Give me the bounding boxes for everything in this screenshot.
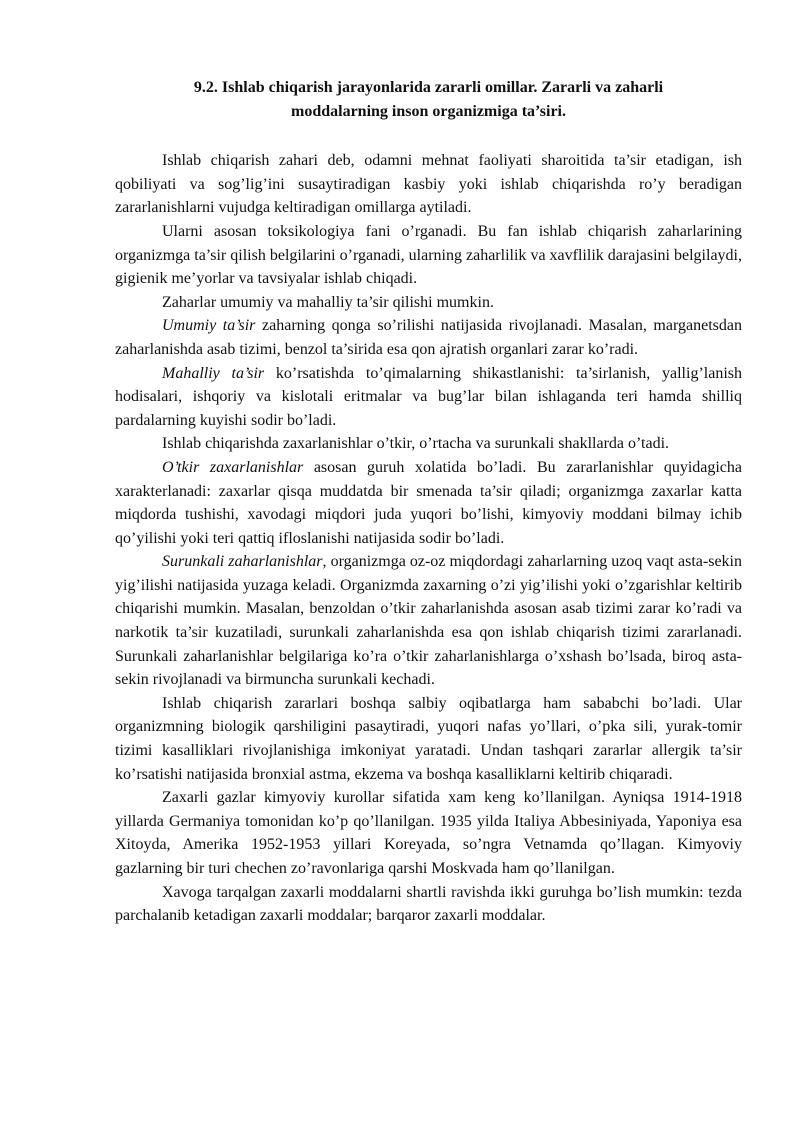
italic-lead: O’tkir zaxarlanishlar bbox=[162, 458, 304, 476]
paragraph-10 bbox=[115, 786, 742, 880]
italic-lead: Umumiy ta’sir bbox=[162, 317, 256, 335]
paragraph-text: Ishlab chiqarish zahari deb, odamni mehnat faoliyati sharoitida ta’sir etadigan, ish qobiliyati va sog’lig’ini susaytiradigan kasbiy yoki ishlab chiqarishda ro’y beradigan zararlanishlarni vujudga keltiradigan omillarga aytiladi. bbox=[115, 152, 742, 217]
paragraph-text: asosan guruh xolatida bo’ladi. Bu zararlanishlar quyidagicha xarakterlanadi: zaxarlar qisqa muddatda bir smenada ta’sir qiladi; organizmga zaxarlar katta miqdorda tushishi, xavodagi miqdori juda yuqori bo’lishi, kimyoviy moddani bilmay ichib qo’yilishi yoki teri qattiq ifloslanishi natijasida sodir bo’ladi. bbox=[115, 458, 743, 547]
document-page bbox=[115, 76, 742, 928]
paragraph-text: zaharning qonga so’rilishi natijasida rivojlanadi. Masalan, marganetsdan zaharlanishda asab tizimi, benzol ta’sirida esa qon ajratish organlari zarar ko’radi. bbox=[115, 317, 742, 358]
paragraph-11 bbox=[115, 881, 742, 928]
paragraph-8 bbox=[115, 550, 742, 692]
paragraph-7 bbox=[115, 456, 742, 550]
paragraph-text: Ularni asosan toksikologiya fani o’rganadi. Bu fan ishlab chiqarish zaharlarining organizmga ta’sir qilish belgilarini o’rganadi, ularning zaharlilik va xavflilik darajasini belgilaydi, gigienik me’yorlar va tavsiyalar ishlab chiqadi. bbox=[115, 222, 742, 288]
paragraph-4 bbox=[115, 314, 742, 361]
paragraph-6 bbox=[115, 432, 742, 456]
italic-lead: Surunkali zaharlanishlar bbox=[162, 553, 323, 571]
paragraph-text: Ishlab chiqarishda zaxarlanishlar o’tkir, o’rtacha va surunkali shakllarda o’tadi. bbox=[162, 435, 670, 453]
paragraph-2 bbox=[115, 220, 742, 291]
body-text bbox=[115, 149, 742, 928]
section-title-line-2: moddalarning inson organizmiga ta’siri. bbox=[291, 102, 566, 120]
paragraph-text: , organizmga oz-oz miqdordagi zaharlarning uzoq vaqt asta-sekin yig’ilishi natijasida yuzaga keladi. Organizmda zaxarning o’zi yig’ilishi yoki o’zgarishlar keltirib chiqarishi mumkin. Masalan, benzoldan o’tkir zaharlanishda asosan asab tizimi zarar ko’radi va narkotik ta’sir kuzatiladi, surunkali zaharlanishda esa qon ishlab chiqarish tizimi zararlanadi. Surunkali zaharlanishlar belgilariga ko’ra o’tkir zaharlanishlarga o’xshash bo’lsada, biroq asta-sekin rivojlanadi va birmuncha surunkali kechadi. bbox=[115, 553, 742, 689]
paragraph-text: Ishlab chiqarish zararlari boshqa salbiy oqibatlarga ham sababchi bo’ladi. Ular organizmning biologik qarshiligini pasaytiradi, yuqori nafas yo’llari, o’pka sili, yurak-tomir tizimi kasalliklari rivojlanishiga imkoniyat yaratadi. Undan tashqari zararlar allergik ta’sir ko’rsatishi natijasida bronxial astma, ekzema va boshqa kasalliklarni keltirib chiqaradi. bbox=[115, 694, 742, 783]
section-title bbox=[115, 76, 742, 123]
paragraph-text: Zaharlar umumiy va mahalliy ta’sir qilishi mumkin. bbox=[162, 293, 494, 311]
italic-lead: Mahalliy ta’sir bbox=[162, 364, 265, 382]
paragraph-3 bbox=[115, 291, 742, 315]
paragraph-text: ko’rsatishda to’qimalarning shikastlanishi: ta’sirlanish, yallig’lanish hodisalari, ishqoriy va kislotali eritmalar va bug’lar bilan ishlaganda teri hamda shilliq pardalarning kuyishi sodir bo’ladi. bbox=[115, 364, 742, 429]
paragraph-9 bbox=[115, 692, 742, 786]
paragraph-5 bbox=[115, 362, 742, 433]
paragraph-text: Zaxarli gazlar kimyoviy kurollar sifatida xam keng ko’llanilgan. Ayniqsa 1914-1918 yillarda Germaniya tomonidan ko’p qo’llanilgan. 1935 yilda Italiya Abbesiniyada, Yaponiya esa Xitoyda, Amerika 1952-1953 yillari Koreyada, so’ngra Vetnamda qo’llagan. Kimyoviy gazlarning bir turi chechen zo’ravonlariga qarshi Moskvada ham qo’llanilgan. bbox=[115, 789, 742, 877]
paragraph-text: Xavoga tarqalgan zaxarli moddalarni shartli ravishda ikki guruhga bo’lish mumkin: tezda parchalanib ketadigan zaxarli moddalar; barqaror zaxarli moddalar. bbox=[115, 883, 742, 925]
section-title-line-1: 9.2. Ishlab chiqarish jarayonlarida zararli omillar. Zararli va zaharli bbox=[193, 79, 664, 96]
paragraph-1 bbox=[115, 149, 742, 220]
